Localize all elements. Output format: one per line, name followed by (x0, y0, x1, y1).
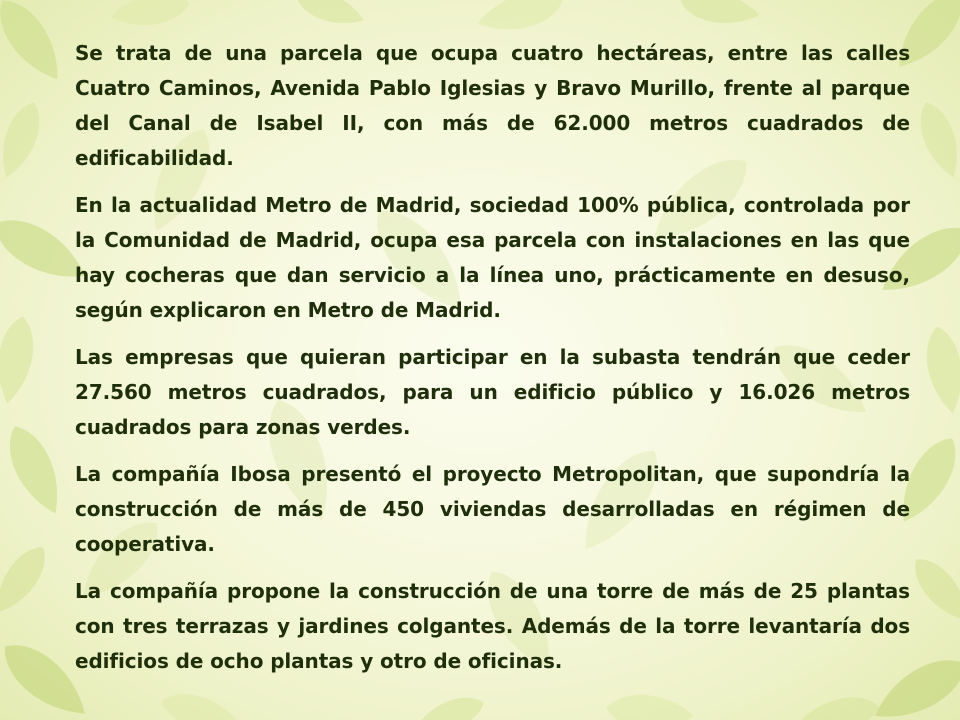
paragraph: Se trata de una parcela que ocupa cuatro hectáreas, entre las calles Cuatro Caminos, Avenida Pablo Iglesias y Bravo Murillo, frente al parque del Canal de Isabel II, con más de 62.000 metros cuadrados de edificabilidad. (75, 41, 910, 170)
paragraph: La compañía propone la construcción de una torre de más de 25 plantas con tres terrazas y jardines colgantes. Además de la torre levantaría dos edificios de ocho plantas y otro de oficinas. (75, 579, 910, 673)
paragraph: Las empresas que quieran participar en la subasta tendrán que ceder 27.560 metros cuadrados, para un edificio público y 16.026 metros cuadrados para zonas verdes. (75, 345, 910, 439)
body-text (75, 36, 910, 679)
paragraph: La compañía Ibosa presentó el proyecto Metropolitan, que supondría la construcción de más de 450 viviendas desarrolladas en régimen de cooperativa. (75, 462, 910, 556)
paragraph: En la actualidad Metro de Madrid, sociedad 100% pública, controlada por la Comunidad de Madrid, ocupa esa parcela con instalaciones en las que hay cocheras que dan servicio a la línea uno, prácticamente en desuso, según explicaron en Metro de Madrid. (75, 193, 910, 322)
